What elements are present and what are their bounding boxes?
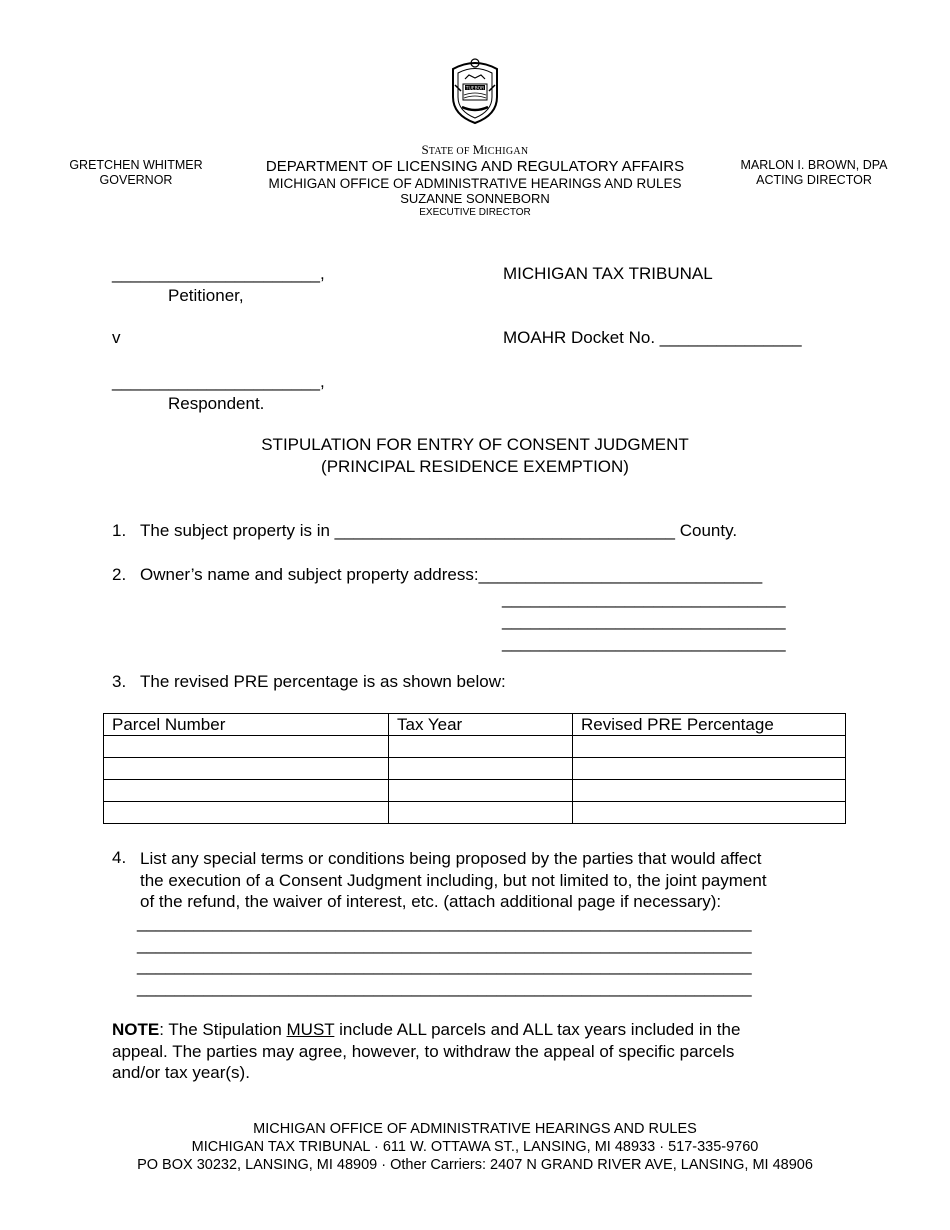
table-cell[interactable]: [104, 780, 389, 802]
footer-line-1: MICHIGAN OFFICE OF ADMINISTRATIVE HEARINGS AND RULES: [253, 1121, 697, 1137]
acting-director-block: [720, 158, 908, 188]
item-2-number: 2.: [112, 565, 127, 584]
title-line-1: STIPULATION FOR ENTRY OF CONSENT JUDGMENT: [261, 435, 689, 454]
director-name: SUZANNE SONNEBORN: [400, 191, 550, 206]
acting-director-title: ACTING DIRECTOR: [756, 173, 872, 187]
table-cell[interactable]: [389, 758, 573, 780]
table-cell[interactable]: [389, 802, 573, 824]
item-1-county-field[interactable]: The subject property is in ____________________________________ County.: [140, 521, 738, 540]
governor-name: GRETCHEN WHITMER: [69, 158, 203, 172]
table-cell[interactable]: [573, 736, 846, 758]
item-4-number: 4.: [112, 848, 127, 867]
table-cell[interactable]: [573, 758, 846, 780]
note-must: MUST: [286, 1020, 335, 1039]
item-3-number: 3.: [112, 672, 127, 691]
governor-title: GOVERNOR: [99, 173, 173, 187]
petitioner-blank[interactable]: ______________________,: [112, 264, 325, 283]
versus: v: [112, 328, 121, 347]
item-1-number: 1.: [112, 521, 127, 540]
tribunal-name: MICHIGAN TAX TRIBUNAL: [503, 264, 713, 283]
director-title: EXECUTIVE DIRECTOR: [419, 207, 531, 218]
table-cell[interactable]: [389, 780, 573, 802]
special-terms-lines: [137, 912, 752, 998]
special-terms-line[interactable]: _________________________________________________________________: [137, 934, 752, 954]
note-block: [112, 1019, 740, 1084]
item-4-line: List any special terms or conditions being proposed by the parties that would affect: [140, 849, 762, 868]
table-cell[interactable]: [573, 780, 846, 802]
item-3-text: The revised PRE percentage is as shown below:: [140, 672, 506, 691]
table-cell[interactable]: [389, 736, 573, 758]
office-name: MICHIGAN OFFICE OF ADMINISTRATIVE HEARINGS AND RULES: [268, 176, 682, 191]
table-row: [104, 780, 846, 802]
respondent-blank[interactable]: ______________________,: [112, 372, 325, 391]
table-row: [104, 802, 846, 824]
pre-table: [103, 713, 846, 824]
seal-motto: TUEBOR: [465, 86, 485, 92]
note-label: NOTE: [112, 1020, 160, 1039]
department-name: DEPARTMENT OF LICENSING AND REGULATORY AFFAIRS: [265, 158, 685, 175]
footer: [0, 1120, 950, 1174]
note-line-2: appeal. The parties may agree, however, to withdraw the appeal of specific parcels: [112, 1041, 735, 1061]
document-title: [0, 434, 950, 478]
item-4-line: the execution of a Consent Judgment including, but not limited to, the joint payment: [140, 870, 767, 890]
petitioner-label: Petitioner,: [168, 286, 244, 305]
col-header-parcel: Parcel Number: [104, 714, 389, 736]
acting-director-name: MARLON I. BROWN, DPA: [740, 158, 888, 172]
table-row: [104, 736, 846, 758]
governor-block: [55, 158, 217, 188]
note-line-1: NOTE: The Stipulation MUST include ALL parcels and ALL tax years included in the: [112, 1020, 741, 1039]
title-line-2: (PRINCIPAL RESIDENCE EXEMPTION): [321, 457, 629, 476]
footer-line-3: PO BOX 30232, LANSING, MI 48909 · Other Carriers: 2407 N GRAND RIVER AVE, LANSING, MI 48906: [137, 1157, 813, 1173]
table-header-row: [104, 714, 846, 736]
state-name: STATE OF MICHIGAN: [421, 142, 529, 157]
special-terms-line[interactable]: _________________________________________________________________: [137, 956, 752, 975]
state-seal-icon: [445, 55, 505, 125]
address-line[interactable]: ______________________________: [502, 611, 786, 630]
respondent-label: Respondent.: [168, 394, 265, 413]
item-2-address-field[interactable]: Owner’s name and subject property address:______________________________: [140, 565, 763, 584]
address-line[interactable]: ______________________________: [502, 633, 786, 652]
address-line[interactable]: ______________________________: [502, 589, 786, 608]
special-terms-line[interactable]: _________________________________________________________________: [137, 913, 752, 932]
table-cell[interactable]: [104, 758, 389, 780]
table-cell[interactable]: [104, 802, 389, 824]
item-4-line: of the refund, the waiver of interest, etc. (attach additional page if necessary):: [140, 892, 722, 911]
docket-number[interactable]: MOAHR Docket No. _______________: [503, 328, 802, 347]
footer-line-2: MICHIGAN TAX TRIBUNAL · 611 W. OTTAWA ST., LANSING, MI 48933 · 517-335-9760: [191, 1139, 759, 1155]
note-line-3: and/or tax year(s).: [112, 1063, 250, 1082]
item-4-text: [140, 848, 767, 913]
col-header-tax-year: Tax Year: [389, 714, 573, 736]
table-row: [104, 758, 846, 780]
col-header-pre-percentage: Revised PRE Percentage: [573, 714, 846, 736]
table-cell[interactable]: [104, 736, 389, 758]
table-cell[interactable]: [573, 802, 846, 824]
special-terms-line[interactable]: _________________________________________________________________: [137, 977, 752, 997]
